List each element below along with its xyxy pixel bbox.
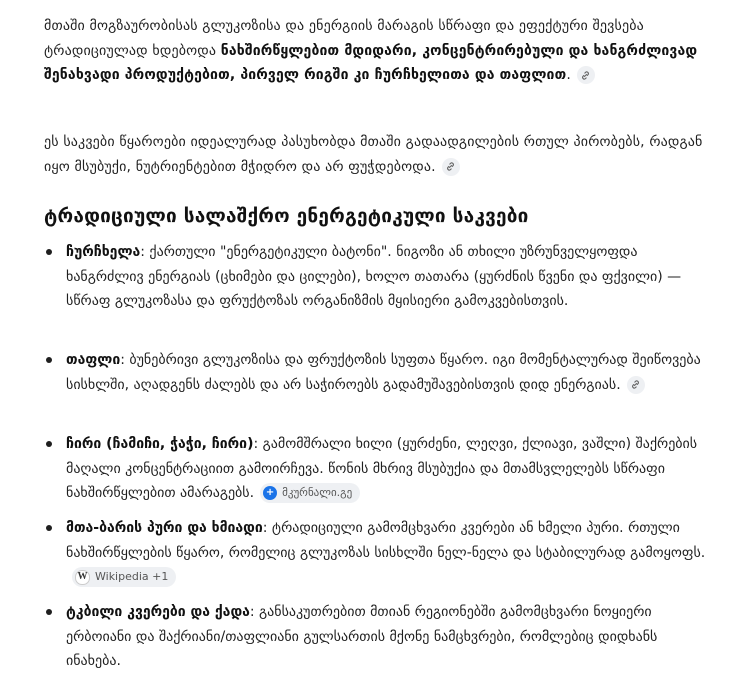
item-text: : ბუნებრივი გლუკოზისა და ფრუქტოზის სუფთა წყარო. იგი მომენტალურად შეიწოვება სისხლში, აღადგენს ძალებს და არ საჭიროებს გადამუშავებისთვის დიდ ენერგიას.	[66, 352, 701, 393]
bullet	[46, 525, 52, 531]
bullet	[46, 441, 52, 447]
item-title: ტკბილი კვერები და ქადა	[66, 604, 250, 620]
item-text: : განსაკუთრებით მთიან რეგიონებში გამომცხვარი ნოყიერი ერბოიანი და შაქრიანი/თაფლიანი გულსართის მქონე ნამცხვრები, რომლებიც დიდხანს ინახება.	[66, 604, 658, 669]
list-item-churchkhela	[66, 240, 706, 314]
list-item-honey	[66, 348, 706, 397]
list-item-dried-fruit	[66, 432, 706, 506]
item-text: : გამომშრალი ხილი (ყურძენი, ლეღვი, ქლიავი, ვაშლი) შაქრების მაღალი კონცენტრაციით გამოირჩევა. წონის მხრივ მსუბუქია და მთამსვლელებს სწრაფი ნახშირწყლებით ამარაგებს.	[66, 436, 698, 501]
intro-bold-text: ნახშირწყლებით მდიდარი, კონცენტრირებული და ხანგრძლივად შენახვადი პროდუქტებით, პირველ რიგში კი ჩურჩხელითა და თაფლით	[44, 42, 698, 83]
source-label: Wikipedia +1	[95, 570, 169, 583]
link-icon[interactable]	[627, 376, 645, 394]
item-title: ჩურჩხელა	[66, 244, 141, 260]
intro-text-2: ეს საკვები წყაროები იდეალურად პასუხობდა მთაში გადაადგილების რთულ პირობებს, რადგან იყო მსუბუქი, ნუტრიენტებით მჭიდრო და არ ფუჭდებოდა.	[44, 134, 703, 175]
intro-paragraph-1	[44, 14, 712, 88]
section-heading: ტრადიციული სალაშქრო ენერგეტიკული საკვები	[44, 205, 529, 227]
item-title: ჩირი (ჩამიჩი, ჭაჭი, ჩირი)	[66, 436, 254, 452]
bullet	[46, 609, 52, 615]
intro-paragraph-2	[44, 130, 712, 179]
list-item-sweet-buns	[66, 600, 706, 674]
bullet	[46, 249, 52, 255]
item-text: : ტრადიციული გამომცხვარი კვერები ან ხმელი პური. რთული ნახშირწყლების წყარო, რომელიც გლუკოზას სისხლში ნელ-ნელა და სტაბილურად გამოყოფს.	[66, 520, 706, 561]
source-chip[interactable]	[72, 567, 176, 587]
item-text: : ქართული "ენერგეტიკული ბატონი". ნიგოზი ან თხილი უზრუნველყოფდა ხანგრძლივ ენერგიას (ცხიმები და ცილები), ხოლო თათარა (ყურძნის წვენი და ფქვილი) — სწრაფ გლუკოზასა და ფრუქტოზას ორგანიზმის მყისიერი გამოკვებისთვის.	[66, 244, 682, 309]
medical-plus-icon: +	[263, 486, 277, 500]
source-chip[interactable]	[260, 483, 360, 503]
link-icon[interactable]	[577, 66, 595, 84]
source-label: მკურნალი.გე	[282, 486, 353, 499]
wikipedia-icon: W	[75, 570, 90, 585]
item-title: თაფლი	[66, 352, 121, 368]
item-title: მთა-ბარის პური და ხმიადი	[66, 520, 263, 536]
bullet	[46, 357, 52, 363]
link-icon[interactable]	[442, 158, 460, 176]
list-item-bread	[66, 516, 706, 590]
intro-text: მთაში მოგზაურობისას გლუკოზისა და ენერგიის მარაგის სწრაფი და ეფექტური შევსება ტრადიციულად ხდებოდა	[44, 18, 644, 59]
intro-end: .	[566, 67, 571, 83]
